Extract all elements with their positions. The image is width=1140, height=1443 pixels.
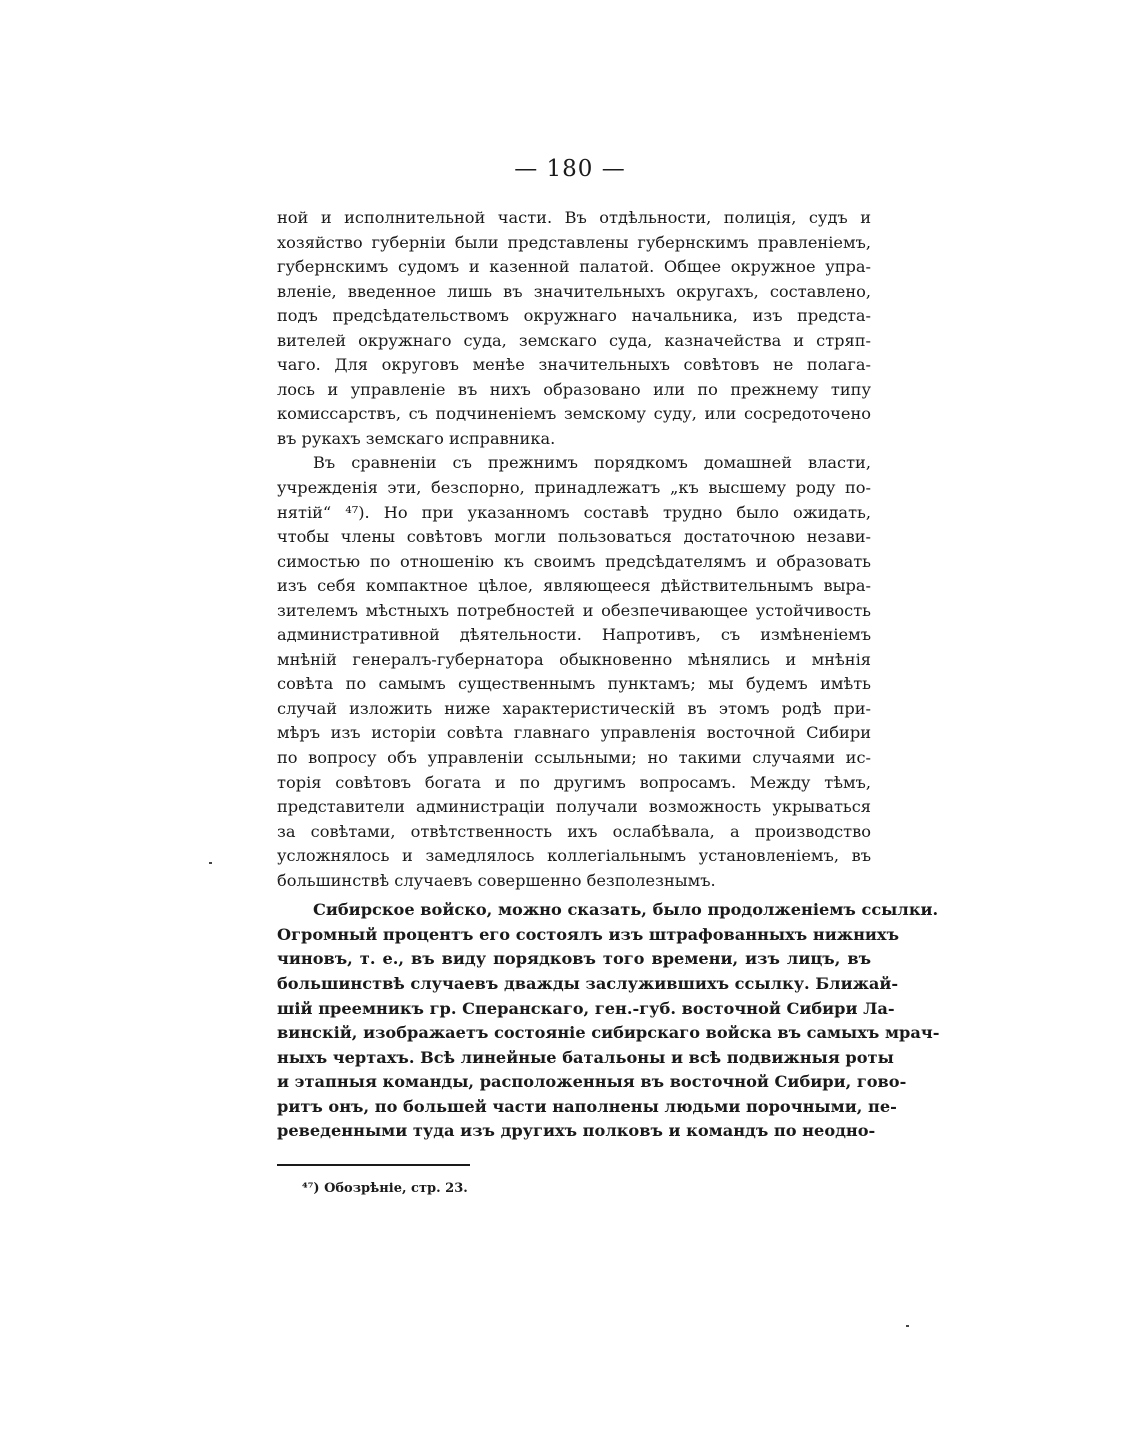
- main-text: [277, 206, 940, 1144]
- text-line: случай изложить ниже характеристическій въ этомъ родѣ при-: [277, 698, 871, 718]
- text-line: симостью по отношенію къ своимъ предсѣдателямъ и образовать: [277, 551, 871, 571]
- text-line: губернскимъ судомъ и казенной палатой. Общее окружное упра-: [277, 257, 871, 277]
- text-line: нятій“ ⁴⁷). Но при указанномъ составѣ трудно было ожидать,: [277, 502, 871, 522]
- text-line: совѣта по самымъ существеннымъ пунктамъ; мы будемъ имѣть: [277, 674, 871, 694]
- text-line: хозяйство губерніи были представлены губернскимъ правленіемъ,: [277, 232, 871, 252]
- text-line: и этапныя команды, расположенныя въ восточной Сибири, гово-: [277, 1072, 907, 1092]
- text-line: Огромный процентъ его состоялъ изъ штрафованныхъ нижнихъ: [277, 924, 899, 944]
- text-line: подъ предсѣдательствомъ окружнаго начальника, изъ предста-: [277, 306, 871, 326]
- text-line: административной дѣятельности. Напротивъ, съ измѣненіемъ: [277, 625, 871, 645]
- scan-speck: [906, 1325, 909, 1327]
- text-line: учрежденія эти, безспорно, принадлежатъ „къ высшему роду по-: [277, 478, 871, 498]
- text-line: большинствѣ случаевъ дважды заслужившихъ ссылку. Ближай-: [277, 973, 899, 993]
- text-line: представители администраціи получали возможность укрываться: [277, 797, 871, 817]
- text-line: изъ себя компактное цѣлое, являющееся дѣйствительнымъ выра-: [277, 576, 871, 596]
- text-line: шій преемникъ гр. Сперанскаго, ген.-губ. восточной Сибири Ла-: [277, 998, 895, 1018]
- text-line: въ рукахъ земскаго исправника.: [277, 428, 556, 448]
- text-line: ной и исполнительной части. Въ отдѣльности, полиція, судъ и: [277, 208, 871, 227]
- text-line: Въ сравненіи съ прежнимъ порядкомъ домашней власти,: [313, 453, 871, 473]
- text-line: реведенными туда изъ другихъ полковъ и командъ по неодно-: [277, 1121, 876, 1141]
- text-line: ныхъ чертахъ. Всѣ линейные батальоны и всѣ подвижныя роты: [277, 1047, 894, 1067]
- page-number: — 180 —: [514, 156, 626, 182]
- text-line: за совѣтами, отвѣтственность ихъ ослабѣвала, а производство: [277, 821, 871, 841]
- text-line: чаго. Для округовъ менѣе значительныхъ совѣтовъ не полага-: [277, 355, 871, 375]
- text-line: чиновъ, т. е., въ виду порядковъ того времени, изъ лицъ, въ: [277, 949, 871, 969]
- text-line: чтобы члены совѣтовъ могли пользоваться достаточною незави-: [277, 527, 871, 547]
- text-line: по вопросу объ управленіи ссыльными; но такими случаями ис-: [277, 748, 871, 768]
- text-line: усложнялось и замедлялось коллегіальнымъ установленіемъ, въ: [277, 846, 871, 866]
- text-line: большинствѣ случаевъ совершенно безполезнымъ.: [277, 870, 716, 890]
- text-line: винскій, изображаетъ состояніе сибирскаго войска въ самыхъ мрач-: [277, 1023, 940, 1043]
- footnote: ⁴⁷) Обозрѣніе, стр. 23.: [302, 1181, 468, 1196]
- text-line: ритъ онъ, по большей части наполнены людьми порочными, пе-: [277, 1096, 897, 1116]
- scan-speck: [209, 862, 212, 864]
- paragraph-3: [277, 898, 940, 1143]
- text-line: лось и управленіе въ нихъ образовано или по прежнему типу: [277, 379, 871, 399]
- text-line: вителей окружнаго суда, земскаго суда, казначейства и стряп-: [277, 330, 871, 350]
- text-line: мѣръ изъ исторіи совѣта главнаго управленія восточной Сибири: [277, 723, 871, 743]
- text-line: комиссарствъ, съ подчиненіемъ земскому суду, или сосредоточено: [277, 404, 871, 424]
- text-line: мнѣній генералъ-губернатора обыкновенно мѣнялись и мнѣнія: [277, 649, 871, 669]
- paragraph-2: [277, 451, 871, 893]
- text-line: вленіе, введенное лишь въ значительныхъ округахъ, составлено,: [277, 281, 871, 301]
- footnote-divider: [277, 1164, 470, 1166]
- text-line: зителемъ мѣстныхъ потребностей и обезпечивающее устойчивость: [277, 600, 871, 620]
- paragraph-1: [277, 206, 871, 451]
- text-line: Сибирское войско, можно сказать, было продолженіемъ ссылки.: [313, 900, 939, 920]
- text-line: торія совѣтовъ богата и по другимъ вопросамъ. Между тѣмъ,: [277, 772, 871, 792]
